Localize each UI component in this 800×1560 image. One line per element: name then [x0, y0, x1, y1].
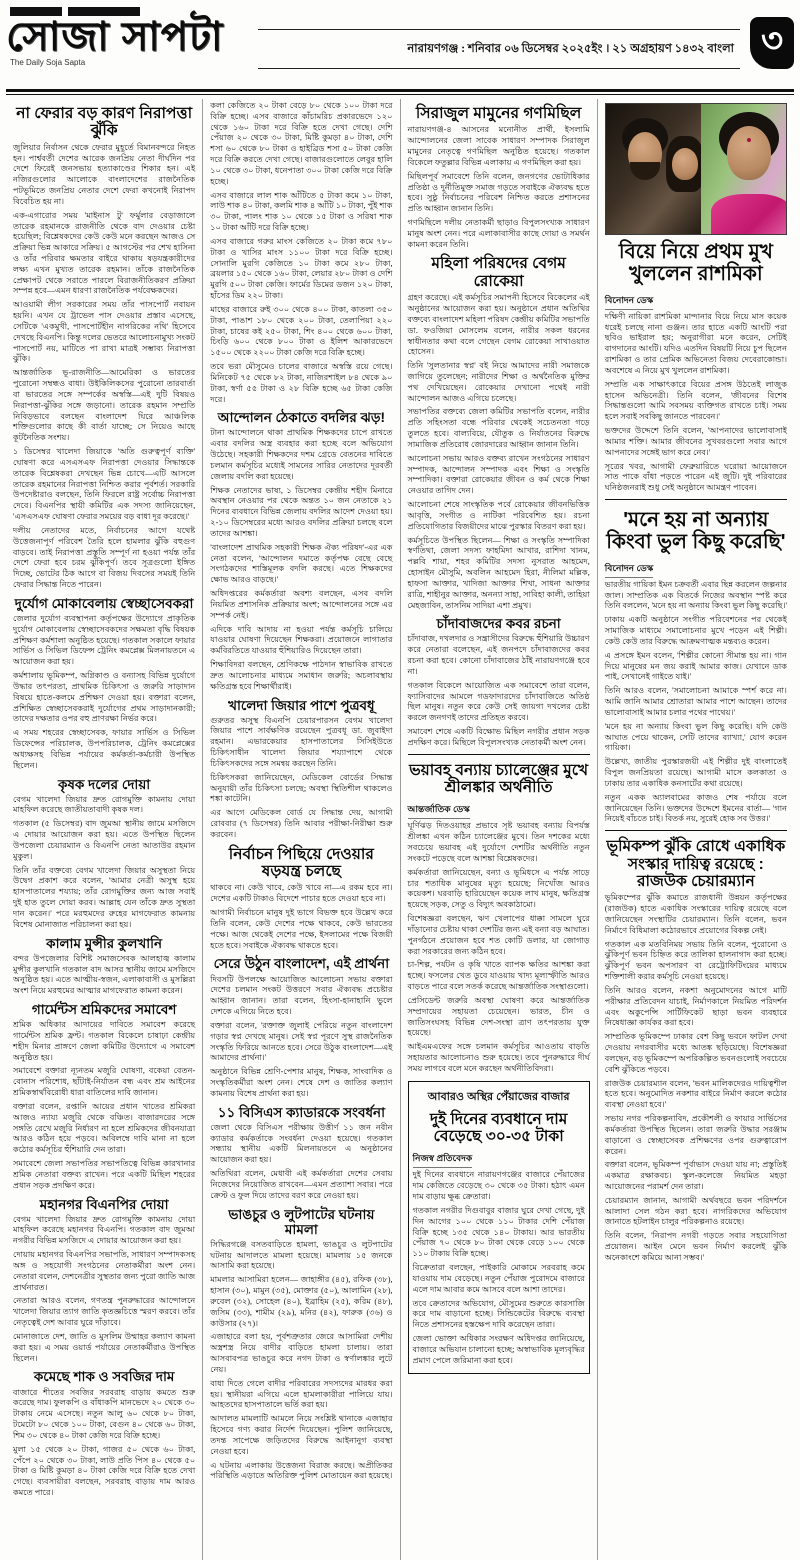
headline: বিয়ে নিয়ে প্রথম মুখ খুললেন রাশমিকা: [618, 241, 773, 286]
headline: ভূমিকম্প ঝুঁকি রোধে একাধিক সংস্কার দায়িত্ব রয়েছে : রাজউক চেয়ারম্যান: [606, 838, 786, 890]
paragraph: বাধা দিতে গেলে বাদীর পরিবারের সদস্যদের মারধর করা হয়। স্থানীয়রা এগিয়ে এলে হামলাকারীরা পালিয়ে যায়। আহতদের হাসপাতালে ভর্তি করা হয়।: [210, 1378, 393, 1410]
article-disaster-volunteers: [13, 596, 195, 772]
paragraph: বক্তারা বলেন, 'রক্তাক্ত জুলাই পেরিয়ে নতুন বাংলাদেশ গড়ার স্বপ্ন দেখছে মানুষ। সেই স্বপ্ন পূরণে সুস্থ রাজনৈতিক সংস্কৃতি ফিরিয়ে আনতে হবে। সেরে উঠুক বাংলাদেশ—এই আমাদের প্রার্থনা।': [210, 1020, 393, 1063]
paragraph: কর্মশালায় ভূমিকম্প, অগ্নিকাণ্ড ও বন্যাসহ বিভিন্ন দুর্যোগে উদ্ধার তৎপরতা, প্রাথমিক চিকিৎসা ও জরুরি সাড়াদান বিষয়ে হাতে-কলমে প্রশিক্ষণ দেওয়া হয়। বক্তারা বলেন, প্রশিক্ষিত স্বেচ্ছাসেবকরাই দুর্যোগের প্রথম সাড়াদানকারী; তাদের দক্ষতার ওপর বহু প্রাণরক্ষা নির্ভর করে।: [13, 671, 196, 724]
column-1: [6, 99, 202, 1560]
paragraph: রাজউক চেয়ারম্যান বলেন, 'ভবন মালিকদেরও দায়িত্বশীল হতে হবে। অনুমোদিত নকশার বাইরে নির্মাণ করলে কঠোর ব্যবস্থা নেওয়া হবে।': [604, 1078, 787, 1110]
paragraph: গতকাল বিকেলে আয়োজিত এক সমাবেশে তারা বলেন, ফ্যাসিবাদের আমলে গডফাদারদের চাঁদাবাজিতে অতিষ্ঠ ছিল মানুষ। নতুন করে কেউ সেই জায়গা দখলের চেষ্টা করলে জনগণই তাদের প্রতিহত করবে।: [407, 680, 590, 723]
paragraph: চাঁদাবাজ, দখলদার ও সন্ত্রাসীদের বিরুদ্ধে হুঁশিয়ারি উচ্চারণ করে নেতারা বলেছেন, এই জনপদে চাঁদাবাজদের কবর রচনা করা হবে। কোনো চাঁদাবাজের ঠাঁই নারায়ণগঞ্জে হবে না।: [407, 634, 590, 676]
paragraph: এ প্রসঙ্গে ইমন বলেন, 'শিল্পীর কোনো সীমান্ত হয় না। গান দিয়ে মানুষের মন জয় করাই আমার কাজ। যেখানে ডাক পাই, সেখানেই গাইতে যাই।': [604, 650, 787, 682]
article-election-conspiracy: [210, 846, 392, 952]
photo-couple: [606, 104, 701, 234]
article-tarique-security: [13, 105, 195, 591]
paragraph: আওয়ামী লীগ সরকারের সময় তাঁর পাসপোর্ট নবায়ন হয়নি। এখন যে ট্রাভেল পাস দেওয়ার প্রস্তাব এসেছে, সেটিকে 'একমুখী, পাসপোর্টহীন নাগরিকের নথি' হিসেবে দেখছে বিএনপি। কিন্তু দলের ভেতরে আলোচনামুখ্য সংকট পাসপোর্ট নয়, মাটিতে পা রাখা মাত্রই সম্ভাব্য নিরাপত্তা ঝুঁকি।: [13, 300, 196, 364]
paragraph: আলোচনা সভায় আরও বক্তব্য রাখেন সংগঠনের সাধারণ সম্পাদক, আন্দোলন সম্পাদক এবং শিক্ষা ও সংস্কৃতি সম্পাদিকা। বক্তারা রোকেয়ার জীবন ও কর্ম থেকে শিক্ষা নেওয়ার তাগিদ দেন।: [407, 453, 590, 496]
newspaper-logo: সোজা সাপটা: [6, 15, 224, 59]
headline: কালাম মুন্সীর কুলখানি: [46, 935, 163, 951]
paragraph: বিক্রেতারা বলছেন, পাইকারি মোকামে সরবরাহ কমে যাওয়ায় দাম বেড়েছে। নতুন পেঁয়াজ পুরোদমে বাজারে এলে দাম আবার কমে আসবে বলে আশা তাদের।: [412, 1263, 585, 1294]
paragraph: বক্তারা বলেন, রপ্তানি আয়ের প্রধান খাতের শ্রমিকরা আজও ন্যায্য মজুরি থেকে বঞ্চিত। বাজারদরের সঙ্গে সঙ্গতি রেখে মজুরি নির্ধারণ না হলে শ্রমিকদের জীবনযাত্রা আরও কঠিন হয়ে পড়বে। অবিলম্বে দাবি মানা না হলে কঠোর কর্মসূচির হুঁশিয়ারি দেন তারা।: [13, 1101, 196, 1155]
headline: কমেছে শাক ও সবজির দাম: [33, 1369, 175, 1385]
newspaper-logo-subtitle: The Daily Soja Sapta: [10, 58, 86, 67]
paragraph: দুই দিনের ব্যবধানে নারায়ণগঞ্জের বাজারে পেঁয়াজের দাম কেজিতে বেড়েছে ৩০ থেকে ৩৫ টাকা। হঠাৎ এমন দাম বাড়ায় ক্ষুব্ধ ক্রেতারা।: [412, 1170, 585, 1202]
paragraph: শ্রমিক অধিকার আদায়ের দাবিতে সমাবেশ করেছে গার্মেন্টস শ্রমিক ফ্রন্ট। গতকাল বিকেলে চাষাঢ়া কেন্দ্রীয় শহীদ মিনার প্রাঙ্গণে জেলা কমিটির উদ্যোগে এ সমাবেশ অনুষ্ঠিত হয়।: [13, 1020, 196, 1062]
article-market-prices-cont: [210, 101, 392, 405]
paragraph: নারায়ণগঞ্জ-৪ আসনের মনোনীত প্রার্থী, ইসলামি আন্দোলনের জেলা সাবেক সাধারণ সম্পাদক সিরাজুল মামুনের নেতৃত্বে গণমিছিল অনুষ্ঠিত হয়েছে। গতকাল বিকেলে ফতুল্লার বিভিন্ন এলাকায় এ গণমিছিল করা হয়।: [407, 125, 590, 167]
paragraph: এসব বাজারে লাল শাক আঁটিতে ৫ টাকা কমে ১০ টাকা, লাউ শাক ৪০ টাকা, কলমি শাক ৪ আঁটি ১০ টাকা, পুঁই শাক ৩০ টাকা, পালং শাক ১০ থেকে ১৫ টাকা ও সরিষা শাক ১০ টাকা আঁটি দরে বিক্রি হচ্ছে।: [210, 190, 393, 233]
paragraph: এর আগে মেডিকেল বোর্ড যে সিদ্ধান্ত দেয়, আগামী রোববার (৭ ডিসেম্বর) তিনি আবার পরীক্ষা-নিরীক্ষা শুরু করবেন।: [210, 808, 393, 839]
headline: ভাঙচুর ও লুটপাটের ঘটনায় মামলা: [228, 1206, 375, 1237]
paragraph: তবে ক্রেতাদের অভিযোগ, মৌসুমের শুরুতে কারসাজি করে দাম বাড়ানো হচ্ছে। সিন্ডিকেটের বিরুদ্ধে ব্যবস্থা নিতে প্রশাসনের হস্তক্ষেপ দাবি করেছেন তারা।: [412, 1298, 585, 1330]
article-kalam-munshi-kulkhani: [13, 936, 195, 997]
article-krishak-dal-doa: [13, 777, 195, 931]
dateline: নারায়ণগঞ্জ : শনিবার ০৬ ডিসেম্বর ২০২৫ইং । ২১ অগ্রহায়ণ ১৪৩২ বাংলা: [407, 42, 734, 55]
page-number-badge: ৩: [750, 17, 794, 69]
kicker: আবারও অস্থির পেঁয়াজের বাজার: [427, 1090, 570, 1103]
paragraph: গতকাল এক মতবিনিময় সভায় তিনি বলেন, পুরোনো ও ঝুঁকিপূর্ণ ভবন চিহ্নিত করে তালিকা হালনাগাদ করা হচ্ছে। ঝুঁকিপূর্ণ ভবন অপসারণ বা রেট্রোফিটিংয়ের মাধ্যমে শক্তিশালী করার কর্মসূচি নেওয়া হয়েছে।: [604, 939, 787, 982]
article-rashmika-marriage: [605, 103, 787, 494]
paragraph: শিক্ষক নেতাদের ভাষ্য, ১ ডিসেম্বর কেন্দ্রীয় শহীদ মিনারে অবস্থান নেওয়ার পর থেকে অন্তত ১০ জন নেতাকে ২১ দিনের ব্যবধানে বিভিন্ন জেলায় বদলির আদেশ দেওয়া হয়। ২-১০ ডিসেম্বরের মধ্যে আরও বদলির প্রক্রিয়া চলছে বলে তাদের আশঙ্কা।: [210, 485, 393, 538]
paragraph: 'মনে হয় না অন্যায় কিংবা ভুল কিছু করেছি। যদি কেউ আঘাত পেয়ে থাকেন, সেটি তাদের ব্যাখ্যা,' যোগ করেন গায়িকা।: [604, 721, 787, 753]
paragraph: দোয়ায় মহানগর বিএনপির সভাপতি, সাধারণ সম্পাদকসহ অঙ্গ ও সহযোগী সংগঠনের নেতাকর্মীরা অংশ নেন। নেতারা বলেন, দেশনেত্রীর সুস্থতার জন্য পুরো জাতি আজ প্রার্থনারত।: [13, 1250, 196, 1292]
paragraph: তিনি তাঁর বক্তব্যে বেগম খালেদা জিয়ার অসুস্থতা নিয়ে উদ্বেগ প্রকাশ করে বলেন, 'আমার নেত্রী অসুস্থ হয়ে হাসপাতালের শয্যায়; তাঁর রোগমুক্তির জন্য আজ সবাই দুই হাত তুলে দোয়া করব। আল্লাহ যেন তাঁকে দ্রুত সুস্থতা দান করেন।' পরে মরহুমদের রুহের মাগফেরাত কামনায় বিশেষ মোনাজাত পরিচালনা করা হয়।: [13, 865, 196, 929]
paragraph: সমাবেশ শেষে একটি বিক্ষোভ মিছিল নগরীর প্রধান সড়ক প্রদক্ষিণ করে। মিছিলে বিপুলসংখ্যক নেতাকর্মী অংশ নেন।: [407, 727, 590, 747]
article-mohanagar-bnp-doa: [13, 1197, 195, 1365]
paragraph: কলা কেজিতে ২০ টাকা বেড়ে ৮০ থেকে ১০০ টাকা দরে বিক্রি হচ্ছে। এসব বাজারে কাঁচামরিচ প্রকারভেদে ১২০ থেকে ১৬০ টাকা দরে বিক্রি হতে দেখা গেছে। দেশি পেঁয়াজ ২০ থেকে ৩০ টাকা, মিষ্টি কুমড়া ৪০ টাকা, দেশি শসা ৬০ থেকে ৮০ টাকা ও হাইব্রিড শসা ৫০ টাকা কেজি দরে বিক্রি করতে দেখা গেছে। বাজারগুলোতে লেবুর হালি ১০ থেকে ৩০ টাকা, ধনেপাতা ৩০০ টাকা কেজি দরে বিক্রি হচ্ছে।: [210, 101, 393, 186]
headline: কৃষক দলের দোয়া: [58, 776, 151, 792]
paragraph: তিনি 'সুলতানার স্বপ্ন' বই নিয়ে আমাদের নারী সমাজকে জাগিয়ে তুলেছেন; নারীদের শিক্ষা ও অর্থনৈতিক মুক্তির পথ দেখিয়েছেন। রোকেয়ার দেখানো পথেই নারী আন্দোলন আজও এগিয়ে চলেছে।: [407, 361, 590, 403]
byline: নিজস্ব প্রতিবেদক: [413, 1151, 473, 1168]
article-onion-prices: [408, 1081, 590, 1374]
article-mohila-parishad-rokeya: [408, 255, 590, 611]
paragraph: কর্মসূচিতে উপস্থিত ছিলেন— শিক্ষা ও সংস্কৃতি সম্পাদিকা স্বর্ণতিথা, জেলা সদস্য ফাহমিদা আখার, রাশিদা খানম, পল্লবি শায়া, শহর কমিটির সদস্য নুসরাত আহমেদ, হোসাইন মৌসুমি, অবলিন আহমেদ হিরা, নীলিমা মল্লিক, হাফসা আক্তার, খাদিজা আক্তার শিখা, সাধনা আক্তার রাত্রি, শাহীনুর আক্তার, অনন্যা সাহা, সাবিহা কালী, তাহিয়া মেহজাবিন, তাসনিম সাদিয়া এশা প্রমুখ।: [407, 535, 590, 610]
paragraph: দলীয় নেতাদের মতে, নির্বাচনের আগে যথেষ্ট উত্তেজনাপূর্ণ পরিবেশ তৈরি হলে হামলার ঝুঁকি বহুগুণ বাড়বে। তাই নিরাপত্তা প্রস্তুতি সম্পূর্ণ না হওয়া পর্যন্ত তাঁর দেশে ফেরা হবে চরম ঝুঁকিপূর্ণ। তবে সূত্রগুলো ইঙ্গিত দিচ্ছে, ভোটের ঠিক আগে বা বিজয় দিবসের সময়ই তিনি ফেরার সিদ্ধান্ত নিতে পারেন।: [13, 525, 196, 590]
paragraph: মুলা ১৫ থেকে ২০ টাকা, গাজর ৫০ থেকে ৬০ টাকা, পেঁপে ২০ থেকে ৩০ টাকা, লাউ প্রতি পিস ৪০ থেকে ৫০ টাকা ও মিষ্টি কুমড়া ৪০ টাকা কেজি দরে বিক্রি হতে দেখা গেছে। ব্যবসায়ীরা বলছেন, সরবরাহ বাড়ায় দাম আরও কমতে পারে।: [13, 1444, 196, 1497]
paragraph: চেয়ারম্যান জানান, আগামী অর্থবছরে ভবন পরিদর্শনে আলাদা সেল গঠন করা হবে। নাগরিকদের অভিযোগ জানাতে হটলাইন চালুর পরিকল্পনাও রয়েছে।: [604, 1195, 787, 1227]
article-bcs-reception: [210, 1105, 392, 1202]
paragraph: অনুষ্ঠানে বিভিন্ন শ্রেণি-পেশার মানুষ, শিক্ষক, সাংবাদিক ও সংস্কৃতিকর্মীরা অংশ নেন। শেষে দেশ ও জাতির কল্যাণ কামনায় বিশেষ প্রার্থনা করা হয়।: [210, 1067, 393, 1098]
article-heal-bangladesh: [210, 956, 392, 1099]
headline: সিরাজুল মামুনের গণমিছিল: [415, 105, 582, 122]
article-iman-quote: [605, 499, 787, 825]
paragraph: নতুন একক অ্যালবামের কাজও শেষ পর্যায়ে বলে জানিয়েছেন তিনি। ভক্তদের উদ্দেশে ইমনের বার্তা— 'গান নিয়েই বাঁচতে চাই। বিতর্ক নয়, সুরেই হোক সব উত্তর।': [604, 792, 787, 824]
paragraph: গণমিছিলে দলীয় নেতাকর্মী ছাড়াও বিপুলসংখ্যক সাধারণ মানুষ অংশ নেন। পরে এলাকাবাসীর কাছে দোয়া ও সমর্থন কামনা করেন তিনি।: [407, 217, 590, 249]
headline: সেরে উঠুন বাংলাদেশ, এই প্রার্থনা: [213, 956, 390, 972]
headline: ভয়াবহ বন্যায় চ্যালেঞ্জের মুখে শ্রীলঙ্কার অর্থনীতি: [409, 761, 589, 797]
paragraph: ঢাকায় একটি অনুষ্ঠানে সংগীত পরিবেশনের পর থেকেই সামাজিক মাধ্যমে সমালোচনার মুখে পড়েন এই শিল্পী। কেউ কেউ তার বিরুদ্ধে আক্রমণাত্মক মন্তব্যও করেন।: [604, 615, 787, 646]
paragraph: গ্রহণ করেছে। এই কর্মসূচির সমাপনী হিসেবে বিকেলের এই অনুষ্ঠানের আয়োজন করা হয়। অনুষ্ঠানে প্রধান অতিথির বক্তব্যে বাংলাদেশ মহিলা পরিষদ কেন্দ্রীয় কমিটির সভাপতি ডা. ফওজিয়া মোসলেম বলেন, নারীর সকল ধরনের স্বাধীনতার কথা বলে গেছেন বেগম রোকেয়া সাখাওয়াত হোসেন।: [407, 293, 590, 357]
paragraph: এ সময় শহরের স্বেচ্ছাসেবক, ফায়ার সার্ভিস ও সিভিল ডিফেন্সের পরিচালক, উপপরিচালক, ট্রেনিং কমপ্লেক্সের অধ্যক্ষসহ বিভিন্ন পর্যায়ের কর্মকর্তা-কর্মচারী উপস্থিত ছিলেন।: [13, 728, 196, 770]
paragraph: মিছিলপূর্ব সমাবেশে তিনি বলেন, জনগণের ভোটাধিকার প্রতিষ্ঠা ও দুর্নীতিমুক্ত সমাজ গড়তে সবাইকে ঐক্যবদ্ধ হতে হবে। সুষ্ঠু নির্বাচনের পরিবেশ নিশ্চিত করতে প্রশাসনের প্রতি আহ্বান জানান তিনি।: [407, 171, 590, 214]
paragraph: কর্মকর্তারা জানিয়েছেন, বন্যা ও ভূমিধসে এ পর্যন্ত সাড়ে চার শতাধিক মানুষের মৃত্যু হয়েছে; নিখোঁজ আরও কয়েকশ। ঘরবাড়ি হারিয়েছেন কয়েক লাখ মানুষ, ক্ষতিগ্রস্ত হয়েছে সড়ক, সেতু ও বিদ্যুৎ অবকাঠামো।: [407, 867, 590, 910]
article-rajuk-earthquake: [605, 830, 787, 1264]
article-khaleda-daughter-in-law: [210, 698, 392, 841]
article-extortionists: [408, 616, 590, 748]
photo-rashmika: [701, 104, 786, 234]
column-3: [400, 99, 597, 1560]
headline: দুই দিনের ব্যবধানে দাম বেড়েছে ৩০-৩৫ টাকা: [429, 1110, 568, 1146]
paragraph: ভারতীয় গায়িকা ইমন চক্রবর্তী এবার ছিন্ন করলেন জল্পনার জাল। সাম্প্রতিক এক বিতর্কে নিজের অবস্থান স্পষ্ট করে তিনি বললেন, 'মনে হয় না অন্যায় কিংবা ভুল কিছু করেছি।': [604, 579, 787, 611]
columns-container: [6, 99, 794, 1560]
headline: ১১ বিসিএস ক্যাডারকে সংবর্ধনা: [217, 1104, 386, 1120]
paragraph: সূত্রের খবর, আগামী ফেব্রুয়ারিতে ঘরোয়া আয়োজনে সাত পাকে বাঁধা পড়তে পারেন এই জুটি। দুই পরিবারের ঘনিষ্ঠজনরাই শুধু সেই অনুষ্ঠানে আমন্ত্রণ পাবেন।: [604, 461, 787, 493]
masthead: [6, 3, 794, 87]
paragraph: তিনি বলেন, 'নিরাপদ নগরী গড়তে সবার সহযোগিতা প্রয়োজন। আইন মেনে ভবন নির্মাণ করলেই ঝুঁকি অনেকাংশে কমিয়ে আনা সম্ভব।': [604, 1231, 787, 1262]
headline: গার্মেন্টস শ্রমিকদের সমাবেশ: [31, 1002, 177, 1018]
article-garments-rally: [13, 1002, 195, 1192]
paragraph: বন্দর উপজেলার বিশিষ্ট সমাজসেবক আলহাজ্ব কালাম মুন্সীর কুলখানি গতকাল বাদ আসর স্থানীয় জামে মসজিদে অনুষ্ঠিত হয়। এতে আত্মীয়-স্বজন, এলাকাবাসী ও মুসল্লিরা অংশ নিয়ে মরহুমের আত্মার মাগফেরাত কামনা করেন।: [13, 953, 196, 996]
paragraph: সভাপতির বক্তব্যে জেলা কমিটির সভাপতি বলেন, নারীর প্রতি সহিংসতা বন্ধে পরিবার থেকেই সচেতনতা গড়ে তুলতে হবে। বাল্যবিয়ে, যৌতুক ও নির্যাতনের বিরুদ্ধে সামাজিক প্রতিরোধ জোরদারের আহ্বান জানান তিনি।: [407, 407, 590, 449]
article-sirajul-mamun-march: [408, 105, 590, 250]
paragraph: আলোচনা শেষে সাংস্কৃতিক পর্বে রোকেয়ার জীবনভিত্তিক আবৃত্তি, সংগীত ও নাটিকা পরিবেশিত হয়। রচনা প্রতিযোগিতার বিজয়ীদের মাঝে পুরস্কার বিতরণ করা হয়।: [407, 500, 590, 531]
paragraph: জেলার দুর্যোগ ব্যবস্থাপনা কর্তৃপক্ষের উদ্যোগে প্রাকৃতিক দুর্যোগ মোকাবেলায় স্বেচ্ছাসেবকদের সক্ষমতা বৃদ্ধি বিষয়ক প্রশিক্ষণ কর্মশালা অনুষ্ঠিত হয়েছে। গতকাল সকালে ফায়ার সার্ভিস ও সিভিল ডিফেন্স ট্রেনিং কমপ্লেক্স মিলনায়তনে এ আয়োজন করা হয়।: [13, 613, 196, 667]
paragraph: সম্প্রতি এক সাক্ষাৎকারে বিয়ের প্রসঙ্গ উঠতেই লাজুক হাসেন অভিনেত্রী। তিনি বলেন, 'জীবনের বিশেষ সিদ্ধান্তগুলো আমি সবসময় ব্যক্তিগত রাখতে চাই। সময় হলে সবাই সবকিছু জানতে পারবেন।': [604, 379, 787, 422]
paragraph: গতকাল নগরীর দিগুবাবুর বাজার ঘুরে দেখা গেছে, দুই দিন আগের ১০০ থেকে ১১০ টাকার দেশি পেঁয়াজ বিক্রি হচ্ছে ১৩৫ থেকে ১৪০ টাকায়। আর ভারতীয় পেঁয়াজ ৭০ থেকে ৮০ টাকা থেকে বেড়ে ১০০ থেকে ১১০ টাকায় বিক্রি হচ্ছে।: [412, 1205, 585, 1259]
headline: নির্বাচন পিছিয়ে দেওয়ার ষড়যন্ত্র চলছে: [228, 845, 374, 881]
headline: আন্দোলন ঠেকাতে বদলির ঝড়!: [217, 410, 385, 426]
paragraph: নেতারা আরও বলেন, গণতন্ত্র পুনরুদ্ধারের আন্দোলনে খালেদা জিয়ার ত্যাগ জাতি কৃতজ্ঞচিত্তে স্মরণ করবে। তাঁর নেতৃত্বেই দেশ আবার ঘুরে দাঁড়াবে।: [13, 1296, 196, 1328]
paragraph: এক-এগারোর সময় 'মাইনাস টু' ফর্মুলার বেড়াজালে তারেক রহমানকে রাজনীতি থেকে বাদ দেওয়ার চেষ্টা হয়েছিল; বিশ্লেষকদের কেউ কেউ মনে করছেন আজও সে প্রক্রিয়া ভিন্ন আকারে সক্রিয়। ৫ আগস্টের পর শেখ হাসিনা ও তাঁর পরিবার ক্ষমতার বাইরে থাকায় ষড়যন্ত্রকারীদের লক্ষ্য এখন মুখ্যত তারেক রহমান। তাঁকে রাজনৈতিক প্রেক্ষাপট থেকে সরাতে পারলে বিরাজনীতিকরণ প্রক্রিয়া সম্পন্ন হবে—এমন ধারণা রাজনৈতিক পর্যবেক্ষকদের।: [13, 210, 196, 296]
headline: মহিলা পরিষদের বেগম রোকেয়া: [431, 255, 566, 290]
paragraph: মোনাজাতে দেশ, জাতি ও মুসলিম উম্মাহর কল্যাণ কামনা করা হয়। এ সময় ওয়ার্ড পর্যায়ের নেতাকর্মীরাও উপস্থিত ছিলেন।: [13, 1331, 196, 1363]
byline: বিনোদন ডেস্ক: [605, 561, 654, 578]
byline: বিনোদন ডেস্ক: [605, 293, 654, 310]
paragraph: আন্তর্জাতিক ভূ-রাজনীতি—আমেরিকা ও ভারতের পুরোনো সম্বন্ধও বাধা। উইকিলিকসের পুরোনো তারবার্তা বা ভারতের সঙ্গে সম্পর্কের অস্বস্তি—এই দুটি বিষয়ও নিরাপত্তা-ঝুঁকির সঙ্গে জড়ানো। তারেক রহমান সম্প্রতি নিবিড়ভাবে বলছেন বাংলাদেশ ঘিরে আঞ্চলিক শক্তিগুলোর কাছে কী বার্তা যাচ্ছে; সে নিয়েও আছে কূটনৈতিক সংশয়।: [13, 368, 196, 443]
paragraph: দক্ষিণী নায়িকা রাশমিকা মান্দানার বিয়ে নিয়ে মাস কয়েক ধরেই চলছে নানা গুঞ্জন। তার হাতে একটি আংটি পরা ছবিও ভাইরাল হয়; অনুরাগীরা মনে করেন, সেটিই বাগদানের আংটি। যদিও এতদিন বিষয়টি নিয়ে চুপ ছিলেন রাশমিকা ও তার প্রেমিক অভিনেতা বিজয় দেবেরাকোন্ডা। অবশেষে এ নিয়ে মুখ খুললেন রাশমিকা।: [604, 311, 787, 375]
headline: না ফেরার বড় কারণ নিরাপত্তা ঝুঁকি: [16, 105, 193, 140]
headline: খালেদা জিয়ার পাশে পুত্রবধূ: [228, 697, 375, 713]
paragraph: সিদ্ধিরগঞ্জে বসতবাড়িতে হামলা, ভাঙচুর ও লুটপাটের ঘটনায় আদালতে মামলা হয়েছে। মামলায় ১৫ জনকে আসামি করা হয়েছে।: [210, 1239, 393, 1271]
column-2: [202, 99, 399, 1560]
masthead-logo-block: [6, 3, 244, 87]
photo-vijay-rashmika: [605, 103, 787, 235]
paragraph: চা-শিল্প, পর্যটন ও কৃষি খাতে ব্যাপক ক্ষতির আশঙ্কা করা হচ্ছে। ফসলের খেত ডুবে যাওয়ায় খাদ্য মূল্যস্ফীতি আরও বাড়তে পারে বলে সতর্ক করেছে আন্তর্জাতিক সংস্থাগুলো।: [407, 960, 590, 992]
article-vandalism-case: [210, 1207, 392, 1483]
headline: 'মনে হয় না অন্যায় কিংবা ভুল কিছু করেছি': [606, 509, 786, 554]
paragraph: অতিথিরা বলেন, মেধাবী এই কর্মকর্তারা দেশের সেবায় নিজেদের নিয়োজিত রাখবেন—এমন প্রত্যাশা সবার। পরে ক্রেস্ট ও ফুল দিয়ে তাদের বরণ করে নেওয়া হয়।: [210, 1169, 393, 1200]
paragraph: শিক্ষাবিদরা বলছেন, শ্রেণিকক্ষে পাঠদান স্বাভাবিক রাখতে দ্রুত আলোচনার মাধ্যমে সমাধান জরুরি; অচলাবস্থায় ক্ষতিগ্রস্ত হবে শিক্ষার্থীরাই।: [210, 660, 393, 691]
dateline-strip: [258, 29, 740, 69]
article-srilanka-floods: [408, 754, 590, 1075]
paragraph: জেলা থেকে বিসিএস পরীক্ষায় উত্তীর্ণ ১১ জন নবীন ক্যাডার কর্মকর্তাকে সংবর্ধনা দেওয়া হয়েছে। গতকাল সন্ধ্যায় স্থানীয় একটি মিলনায়তনে এ অনুষ্ঠানের আয়োজন করা হয়।: [210, 1122, 393, 1165]
paragraph: আগামী নির্বাচনে মানুষ দুই ভাগে বিভক্ত হবে উল্লেখ করে তিনি বলেন, কেউ দেশের পক্ষে থাকবে, কেউ ভারতের পক্ষে। আজ থেকেই দেশের পক্ষে, ইসলামের পক্ষে বিজয়ী হতে হবে। সবাইকে ঐক্যবদ্ধ থাকতে হবে।: [210, 908, 393, 950]
paragraph: আদালত মামলাটি আমলে নিয়ে সংশ্লিষ্ট থানাকে এজাহার হিসেবে গণ্য করার নির্দেশ দিয়েছেন। পুলিশ জানিয়েছে, তদন্ত সাপেক্ষে জড়িতদের বিরুদ্ধে আইনানুগ ব্যবস্থা নেওয়া হবে।: [210, 1414, 393, 1456]
paragraph: সাম্প্রতিক ভূমিকম্পে ঢাকার বেশ কিছু ভবনে ফাটল দেখা দেওয়ায় নগরবাসীর মধ্যে আতঙ্ক ছড়িয়েছে। বিশেষজ্ঞরা বলছেন, বড় ভূমিকম্পে অপরিকল্পিত ভবনগুলোই সবচেয়ে বেশি ঝুঁকিতে পড়বে।: [604, 1032, 787, 1074]
paragraph: থাকবে না। কেউ খাবে, কেউ খাবে না—এ রকম হবে না। দেশের একটি টাকাও বিদেশে পাচার হতে দেওয়া হবে না।: [210, 883, 393, 904]
paragraph: দিবসটি উপলক্ষে আয়োজিত আলোচনা সভায় বক্তারা দেশের চলমান সংকট উত্তরণে সবার ঐক্যবদ্ধ প্রচেষ্টার আহ্বান জানান। তারা বলেন, হিংসা-হানাহানি ভুলে দেশকে এগিয়ে নিতে হবে।: [210, 974, 393, 1017]
headline: মহানগর বিএনপির দোয়া: [39, 1196, 169, 1212]
paragraph: বেগম খালেদা জিয়ার দ্রুত রোগমুক্তি কামনায় দোয়া মাহফিল করেছে মহানগর বিএনপি। গতকাল বাদ জুমআ নগরীর বিভিন্ন মসজিদে এ দোয়ার আয়োজন করা হয়।: [13, 1214, 196, 1246]
headline: চাঁদাবাজদের কবর রচনা: [436, 616, 561, 632]
paragraph: জেলা ভোক্তা অধিকার সংরক্ষণ অধিদপ্তর জানিয়েছে, বাজারে অভিযান চালানো হচ্ছে; অস্বাভাবিক মূল্যবৃদ্ধির প্রমাণ পেলে জরিমানা করা হবে।: [412, 1334, 585, 1365]
paragraph: বক্তারা বলেন, ভূমিকম্প পূর্বাভাস দেওয়া যায় না; প্রস্তুতিই একমাত্র রক্ষাকবচ। স্কুল-কলেজে নিয়মিত মহড়া আয়োজনের পরামর্শ দেন তারা।: [604, 1160, 787, 1191]
column-4: [597, 99, 794, 1560]
paragraph: মাছের বাজারে রুই ৩০০ থেকে ৪০০ টাকা, কাতলা ৩৫০ টাকা, পাঙাশ ১৮০ থেকে ২০০ টাকা, তেলাপিয়া ২২০ টাকা, চাষের কই ২৫০ টাকা, শিং ৪০০ থেকে ৬০০ টাকা, চিংড়ি ৬০০ থেকে ৮০০ টাকা ও ইলিশ আকারভেদে ১৫০০ থেকে ২২০০ টাকা কেজি দরে বিক্রি হচ্ছে।: [210, 304, 393, 358]
paragraph: তিনি আরও বলেন, 'সমালোচনা আমাকে স্পর্শ করে না। আমি জানি আমার শ্রোতারা আমার পাশে আছেন। তাদের ভালোবাসাই আমার চলার পথের পাথেয়।': [604, 686, 787, 717]
paragraph: বাজারে শীতের সবজির সরবরাহ বাড়ায় কমতে শুরু করেছে দাম। ফুলকপি ও বাঁধাকপি মানভেদে ২০ থেকে ৩০ টাকায় নেমে এসেছে। নতুন আলু ৬০ থেকে ৮০ টাকা, টমেটো ৮০ থেকে ১০০ টাকা, বেগুন ৪০ থেকে ৬০ টাকা, শিম ৩০ থেকে ৪০ টাকা কেজি দরে বিক্রি হচ্ছে।: [13, 1387, 196, 1440]
paragraph: সমাবেশে জেলা সভাপতির সভাপতিত্বে বিভিন্ন কারখানার শ্রমিক নেতারা বক্তব্য রাখেন। পরে একটি মিছিল শহরের প্রধান সড়ক প্রদক্ষিণ করে।: [13, 1159, 196, 1190]
paragraph: ভক্তদের উদ্দেশে তিনি বলেন, 'আপনাদের ভালোবাসাই আমার শক্তি। আমার জীবনের সুখবরগুলো সবার আগে আপনাদের সঙ্গেই ভাগ করে নেব।': [604, 426, 787, 457]
paragraph: জুলিয়ার নির্বাসন থেকে ফেরার মুহূর্তে বিমানবন্দরে নিহত হন। পার্শ্ববর্তী দেশের আরেক জনপ্রিয় নেতা দীর্ঘদিন পর দেশে ফিরেই জনসভায় হত্যাকাণ্ডের শিকার হন। এই নজিরগুলোর আলোকে বাংলাদেশের রাজনৈতিক পটভূমিতে জনপ্রিয় নেতার দেশে ফেরা কখনোই নিরাপদ বিবেচিত হয় না।: [13, 142, 196, 206]
paragraph: এদিকে দাবি আদায় না হওয়া পর্যন্ত কর্মসূচি চালিয়ে যাওয়ার ঘোষণা দিয়েছেন শিক্ষকরা। প্রয়োজনে লাগাতার কর্মবিরতিতে যাওয়ার হুঁশিয়ারিও দিয়েছেন তারা।: [210, 624, 393, 656]
masthead-rule: [6, 89, 794, 95]
paragraph: সমাবেশে বক্তারা ন্যূনতম মজুরি ঘোষণা, বকেয়া বেতন-বোনাস পরিশোধ, ছাঁটাই-নির্যাতন বন্ধ এবং শ্রম আইনের শ্রমিকস্বার্থবিরোধী ধারা বাতিলের দাবি জানান।: [13, 1066, 196, 1098]
paragraph: 'বাংলাদেশ প্রাথমিক সহকারী শিক্ষক ঐক্য পরিষদ'-এর এক নেতা বলেন, 'আন্দোলন দমাতে কর্তৃপক্ষ বেছে বেছে সংগঠকদের শাস্তিমূলক বদলি করছে। এতে শিক্ষকদের ক্ষোভ আরও বাড়ছে।': [210, 542, 393, 585]
headline: দুর্যোগ মোকাবেলায় স্বেচ্ছাসেবকরা: [14, 595, 194, 611]
paragraph: গুরুতর অসুস্থ বিএনপি চেয়ারপারসন বেগম খালেদা জিয়ার পাশে সার্বক্ষণিক রয়েছেন পুত্রবধূ ডা. জুবাইদা রহমান। এভারকেয়ার হাসপাতালের সিসিইউতে চিকিৎসাধীন খালেদা জিয়ার শয্যাপাশে থেকে চিকিৎসকদের সঙ্গে সমন্বয় করছেন তিনি।: [210, 715, 393, 768]
byline: আন্তর্জাতিক ডেস্ক: [408, 802, 470, 819]
paragraph: চিকিৎসকরা জানিয়েছেন, মেডিকেল বোর্ডের সিদ্ধান্ত অনুযায়ী তাঁর চিকিৎসা চলছে; অবস্থা স্থিতিশীল থাকলেও শঙ্কা কাটেনি।: [210, 772, 393, 804]
paragraph: ঘূর্ণিঝড় দিতওয়াহর প্রভাবে সৃষ্ট ভয়াবহ বন্যায় বিপর্যস্ত শ্রীলঙ্কা এখন কঠিন চ্যালেঞ্জের মুখে। তিন দশকের মধ্যে সবচেয়ে ভয়াবহ এই দুর্যোগে দেশটির অর্থনীতি নতুন সংকটে পড়েছে বলে আশঙ্কা বিশ্লেষকদের।: [407, 821, 590, 863]
paragraph: উল্লেখ্য, জাতীয় পুরস্কারজয়ী এই শিল্পীর দুই বাংলাতেই বিপুল জনপ্রিয়তা রয়েছে। আগামী মাসে কলকাতা ও ঢাকায় তার একাধিক কনসার্টের কথা রয়েছে।: [604, 757, 787, 788]
paragraph: সভায় নগর পরিকল্পনাবিদ, প্রকৌশলী ও ফায়ার সার্ভিসের কর্মকর্তারা উপস্থিত ছিলেন। তারা জরুরি উদ্ধার সরঞ্জাম বাড়ানো ও স্বেচ্ছাসেবক প্রশিক্ষণের ওপর গুরুত্বারোপ করেন।: [604, 1114, 787, 1156]
paragraph: তবে ভরা মৌসুমেও চালের বাজারে অস্বস্তি রয়ে গেছে। মিনিকেট ৭৫ থেকে ৮২ টাকা, নাজিরশাইল ৮৪ থেকে ৯০ টাকা, স্বর্ণা ৫৫ টাকা ও ২৮ বিক্রি হচ্ছে ৬৫ টাকা কেজি দরে।: [210, 362, 393, 404]
article-vegetable-prices: [13, 1369, 195, 1498]
paragraph: মামলার আসামিরা হলেন— জাহাঙ্গীর (৪৫), রফিক (৩৮), হাসান (৩০), মামুন (৩৫), মোক্তার (৫০), আলামিন (২৮), রুবেল (৩২), সোহেল (৪০), ইব্রাহিম (২৫), করিম (৪৮), জসিম (৩৩), শামীম (২৯), মনির (৪২), ফারুক (৩৬) ও কাউসার (২৭)।: [210, 1275, 393, 1328]
paragraph: গতকাল (৫ ডিসেম্বর) বাদ জুমআ স্থানীয় জামে মসজিদে এ দোয়ার আয়োজন করা হয়। এতে উপস্থিত ছিলেন উপজেলা চেয়ারম্যান ও বিএনপি নেতা আতাউর রহমান মুকুল।: [13, 819, 196, 861]
paragraph: এজাহারে বলা হয়, পূর্বশত্রুতার জেরে আসামিরা দেশীয় অস্ত্রশস্ত্র নিয়ে বাদীর বাড়িতে হামলা চালায়। তারা আসবাবপত্র ভাঙচুর করে নগদ টাকা ও স্বর্ণালঙ্কার লুটে নেয়।: [210, 1332, 393, 1374]
paragraph: অধিদপ্তরের কর্মকর্তারা অবশ্য বলছেন, এসব বদলি নিয়মিত প্রশাসনিক প্রক্রিয়ার অংশ; আন্দোলনের সঙ্গে এর সম্পর্ক নেই।: [210, 589, 393, 620]
paragraph: ভূমিকম্পের ঝুঁকি কমাতে রাজধানী উন্নয়ন কর্তৃপক্ষের (রাজউক) হাতে একাধিক সংস্কারের দায়িত্ব রয়েছে বলে জানিয়েছেন সংস্থাটির চেয়ারম্যান। তিনি বলেন, ভবন নির্মাণে বিধিমালা কঠোরভাবে প্রয়োগের বিকল্প নেই।: [604, 893, 787, 935]
article-transfer-storm: [210, 410, 392, 692]
paragraph: টানা আন্দোলনে থাকা প্রাথমিক শিক্ষকদের চাপে রাখতে এবার বদলির অস্ত্র ব্যবহার করা হচ্ছে বলে অভিযোগ উঠেছে। সহকারী শিক্ষকদের দশম গ্রেডে বেতনের দাবিতে চলমান কর্মসূচির মধ্যেই সামনের সারির নেতাদের দূরবর্তী জেলায় বদলি করা হয়েছে।: [210, 428, 393, 481]
paragraph: এসব বাজারে গরুর মাংস কেজিতে ২০ টাকা কমে ৭৮০ টাকা ও খাসির মাংস ১১০০ টাকা দরে বিক্রি হচ্ছে। সোনালি মুরগি কেজিতে ১০ টাকা কমে ২৮০ টাকা, ব্রয়লার ১৫০ থেকে ১৬০ টাকা, লেয়ার ২৮০ টাকা ও দেশি মুরগি ৫০০ টাকা কেজি। ফার্মের ডিমের ডজন ১২০ টাকা, হাঁসের ডিম ২২০ টাকা।: [210, 236, 393, 301]
paragraph: বিশেষজ্ঞরা বলছেন, ঋণ খেলাপের ধাক্কা সামলে ঘুরে দাঁড়ানোর চেষ্টায় থাকা দেশটির জন্য এই বন্যা বড় আঘাত। পুনর্গঠনে প্রয়োজন হবে শত কোটি ডলার, যা জোগাড় করা সরকারের জন্য কঠিন হবে।: [407, 914, 590, 956]
paragraph: এ ঘটনায় এলাকায় উত্তেজনা বিরাজ করছে। অপ্রীতিকর পরিস্থিতি এড়াতে অতিরিক্ত পুলিশ মোতায়েন করা হয়েছে।: [210, 1460, 393, 1481]
paragraph: আইএমএফের সঙ্গে চলমান কর্মসূচির আওতায় বাড়তি সহায়তার আলোচনাও শুরু হয়েছে। তবে পুনরুদ্ধারে দীর্ঘ সময় লাগবে বলে মনে করছেন অর্থনীতিবিদরা।: [407, 1042, 590, 1073]
paragraph: প্রেসিডেন্ট জরুরি অবস্থা ঘোষণা করে আন্তর্জাতিক সম্প্রদায়ের সহায়তা চেয়েছেন। ভারত, চীন ও জাতিসংঘসহ বিভিন্ন দেশ-সংস্থা ত্রাণ তৎপরতায় যুক্ত হয়েছে।: [407, 995, 590, 1038]
paragraph: বেগম খালেদা জিয়ার দ্রুত রোগমুক্তি কামনায় দোয়া মাহফিল করেছে জাতীয়তাবাদী কৃষক দল।: [13, 794, 196, 815]
paragraph: ১ ডিসেম্বর খালেদা জিয়াকে 'অতি গুরুত্বপূর্ণ ব্যক্তি' ঘোষণা করে এসএসএফ নিরাপত্তা দেওয়ার সিদ্ধান্তকে তারেক বিশ্লেষকরা দেখছেন ভিন্ন চোখে—এটি আসলে তারেক রহমানের নিরাপত্তা নিশ্চিত করার পূর্বশর্ত। সরকারি উপদেষ্টারাও বলছেন, তিনি ফিরলে রাষ্ট্র সর্বোচ্চ নিরাপত্তা দেবে। বিএনপির স্থায়ী কমিটির এক সদস্য জানিয়েছেন, 'এসএসএফ ঘোষণা ফেরার সময়ের বড় বাধা দূর করেছে।': [13, 447, 196, 522]
paragraph: তিনি আরও বলেন, নকশা অনুমোদনের আগে মাটি পরীক্ষার প্রতিবেদন যাচাই, নির্মাণকালে নিয়মিত পরিদর্শন এবং অকুপেন্সি সার্টিফিকেট ছাড়া ভবন ব্যবহারে নিষেধাজ্ঞা কার্যকর করা হবে।: [604, 985, 787, 1028]
